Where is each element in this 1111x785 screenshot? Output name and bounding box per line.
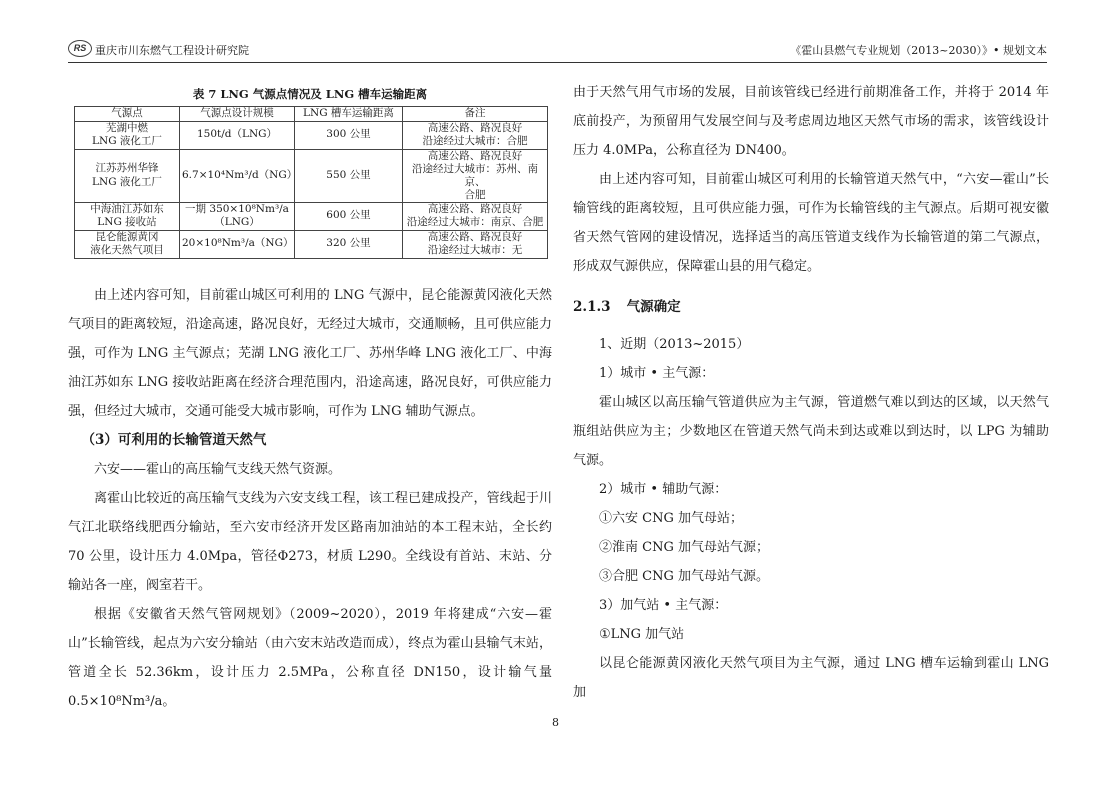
table-caption: 表 7 LNG 气源点情况及 LNG 槽车运输距离 (192, 87, 428, 101)
paragraph: 以昆仑能源黄冈液化天然气项目为主气源，通过 LNG 槽车运输到霍山 LNG 加 (573, 656, 1049, 700)
cell-line: 沿途经过大城市：南京、合肥 (406, 216, 544, 228)
section-heading (573, 293, 1049, 322)
list-item: ②淮南 CNG 加气母站气源； (599, 540, 769, 555)
cell-line: 沿途经过大城市：合肥 (422, 135, 528, 147)
organization-name: 重庆市川东燃气工程设计研究院 (95, 44, 249, 57)
list-item: 1）城市 • 主气源： (599, 366, 715, 381)
table-cell-note (403, 230, 548, 258)
paragraph: 离霍山比较近的高压输气支线为六安支线工程，该工程已建成投产，管线起于川气江北联络线肥西分输站，至六安市经济开发区路南加油站的本工程末站，全长约 70 公里，设计压力 4.0Mpa，管径Φ273，材质 L290。全线设有首站、末站、分输站各一座，阀室若干。 (68, 490, 552, 593)
cell-line: LNG 接收站 (97, 216, 157, 228)
table-header-cell: 备注 (403, 107, 548, 122)
table-header-cell: 气源点设计规模 (180, 107, 295, 122)
table-cell-distance: 600 公里 (295, 202, 403, 230)
company-logo: RS (68, 40, 92, 57)
table-cell-distance: 300 公里 (295, 121, 403, 149)
list-item: ①六安 CNG 加气母站； (599, 511, 743, 526)
section-number: 2.1.3 (573, 299, 611, 315)
table-cell-scale: 20×10⁸Nm³/a（NG） (180, 230, 295, 258)
paragraph: 霍山城区以高压输气管道供应为主气源，管道燃气难以到达的区域，以天然气瓶组站供应为主；少数地区在管道天然气尚未到达或难以到达时，以 LPG 为辅助气源。 (573, 395, 1049, 468)
list-item: ③合肥 CNG 加气母站气源。 (599, 569, 769, 584)
list-item: 1、近期（2013~2015） (599, 337, 750, 352)
paragraph: 根据《安徽省天然气管网规划》（2009~2020），2019 年将建成“六安—霍山”长输管线，起点为六安分输站（由六安末站改造而成），终点为霍山县输气末站，管道全长 52.36km，设计压力 2.5MPa，公称直径 DN150，设计输气量 0.5×10⁸Nm³/a。 (68, 606, 552, 709)
lng-source-table (74, 106, 548, 259)
table-cell-scale: 6.7×10⁴Nm³/d（NG） (180, 149, 295, 202)
section-title: 气源确定 (626, 299, 681, 315)
table-cell-note (403, 202, 548, 230)
table-cell-distance: 550 公里 (295, 149, 403, 202)
list-item: 3）加气站 • 主气源： (599, 598, 728, 613)
cell-line: LNG 液化工厂 (92, 175, 162, 188)
table-header-row (75, 107, 548, 122)
cell-line: 高速公路、路况良好 (427, 203, 523, 215)
paragraph: 由于天然气用气市场的发展，目前该管线已经进行前期准备工作，并将于 2014 年底前投产，为预留用气发展空间与及考虑周边地区天然气市场的需求，该管线设计压力 4.0MPa，公称直径为 DN400。 (573, 85, 1049, 158)
cell-line: 芜湖中燃 (106, 121, 148, 134)
table-cell-scale: 150t/d（LNG） (180, 121, 295, 149)
document-title: 《霍山县燃气专业规划（2013~2030）》• 规划文本 (790, 44, 1047, 57)
right-column (573, 84, 1049, 707)
table-cell-source (75, 202, 180, 230)
page-number: 8 (552, 716, 559, 729)
cell-line: 液化天然气项目 (90, 244, 164, 256)
table-row (75, 202, 548, 230)
cell-line: 中海油江苏如东 (90, 202, 164, 215)
table-cell-note (403, 149, 548, 202)
table-row (75, 121, 548, 149)
table-cell-scale (180, 202, 295, 230)
table-row (75, 149, 548, 202)
cell-line: 江苏苏州华锋 (95, 162, 159, 174)
paragraph: 由上述内容可知，目前霍山城区可利用的 LNG 气源中，昆仑能源黄冈液化天然气项目的距离较短，沿途高速，路况良好，无经过大城市，交通顺畅，且可供应能力强，可作为 LNG 主气源点；芜湖 LNG 液化工厂、苏州华峰 LNG 液化工厂、中海油江苏如东 LNG 接收站距离在经济合理范围内，沿途高速，路况良好，可供应能力强，但经过大城市，交通可能受大城市影响，可作为 LNG 辅助气源点。 (68, 287, 552, 419)
cell-line: 高速公路、路况良好 (427, 122, 523, 134)
cell-line: 一期 350×10⁸Nm³/a (185, 202, 289, 215)
cell-line: 沿途经过大城市：苏州、南京、 (412, 162, 538, 188)
paragraph: 由上述内容可知，目前霍山城区可利用的长输管道天然气中，“六安—霍山”长输管线的距离较短，且可供应能力强，可作为长输管线的主气源点。后期可视安徽省天然气管网的建设情况，选择适当的高压管道支线作为长输管道的第二气源点，形成双气源供应，保障霍山县的用气稳定。 (573, 172, 1049, 274)
cell-line: 沿途经过大城市：无 (427, 244, 523, 256)
table-cell-distance: 320 公里 (295, 230, 403, 258)
table-cell-source (75, 149, 180, 202)
list-item: ①LNG 加气站 (599, 627, 685, 642)
table-header-cell: LNG 槽车运输距离 (295, 107, 403, 122)
left-column (68, 84, 552, 716)
list-item: 2）城市 • 辅助气源： (599, 482, 728, 497)
cell-line: 合肥 (464, 188, 486, 201)
table-row (75, 230, 548, 258)
page-header (68, 38, 1047, 63)
paragraph: 六安——霍山的高压输气支线天然气资源。 (94, 461, 342, 477)
table-cell-source (75, 121, 180, 149)
cell-line: 昆仑能源黄冈 (95, 230, 159, 243)
cell-line: 高速公路、路况良好 (427, 231, 523, 243)
table-header-cell: 气源点 (75, 107, 180, 122)
table-cell-note (403, 121, 548, 149)
cell-line: LNG 液化工厂 (92, 135, 162, 147)
subsection-heading: （3）可利用的长输管道天然气 (81, 431, 267, 448)
cell-line: （LNG） (214, 216, 260, 228)
table-cell-source (75, 230, 180, 258)
cell-line: 高速公路、路况良好 (427, 149, 523, 162)
